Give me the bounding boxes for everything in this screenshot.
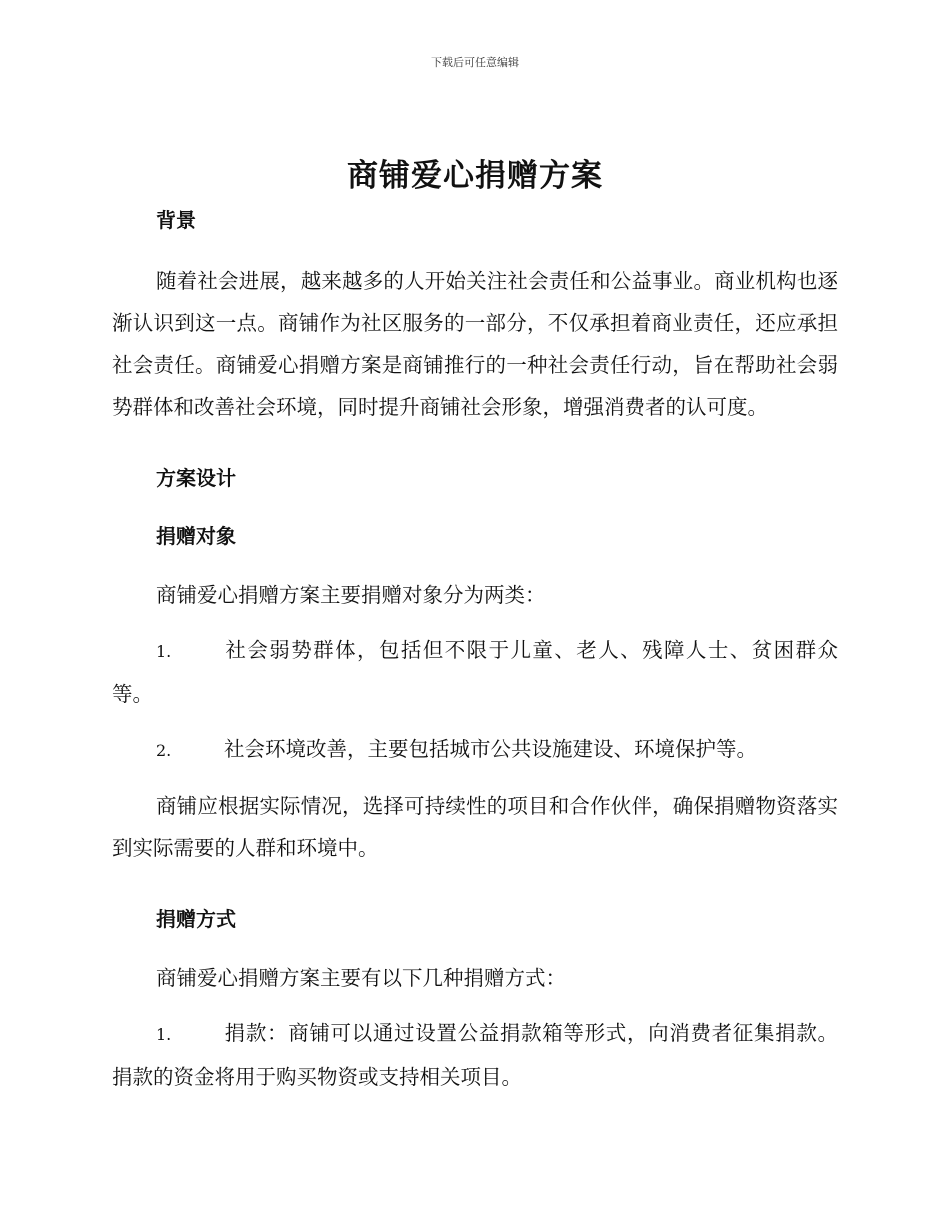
list-number: 1.	[156, 1025, 172, 1044]
design-heading: 方案设计	[156, 466, 236, 490]
targets-intro: 商铺爱心捐赠方案主要捐赠对象分为两类：	[156, 583, 546, 607]
targets-heading: 捐赠对象	[156, 524, 236, 548]
list-item-text: 捐款：商铺可以通过设置公益捐款箱等形式，向消费者征集捐款。捐款的资金将用于购买物资或支持相关项目。	[112, 1021, 838, 1089]
methods-intro: 商铺爱心捐赠方案主要有以下几种捐赠方式：	[156, 966, 566, 990]
methods-list-item-1	[112, 1012, 838, 1098]
list-number: 2.	[156, 741, 172, 760]
targets-note: 商铺应根据实际情况，选择可持续性的项目和合作伙伴，确保捐赠物资落实到实际需要的人群和环境中。	[112, 794, 838, 860]
background-heading: 背景	[156, 208, 196, 232]
targets-list-item-2	[112, 728, 838, 772]
list-number: 1.	[156, 642, 172, 661]
background-paragraph: 随着社会进展，越来越多的人开始关注社会责任和公益事业。商业机构也逐渐认识到这一点。商铺作为社区服务的一部分，不仅承担着商业责任，还应承担社会责任。商铺爱心捐赠方案是商铺推行的一种社会责任行动，旨在帮助社会弱势群体和改善社会环境，同时提升商铺社会形象，增强消费者的认可度。	[112, 269, 838, 419]
document-body	[112, 204, 838, 1098]
list-item-text: 社会环境改善，主要包括城市公共设施建设、环境保护等。	[224, 737, 757, 761]
methods-heading: 捐赠方式	[156, 907, 236, 931]
targets-list-item-1	[112, 629, 838, 715]
document-title: 商铺爱心捐赠方案	[347, 158, 603, 194]
list-item-text: 社会弱势群体，包括但不限于儿童、老人、残障人士、贫困群众等。	[112, 638, 838, 706]
page-header-note: 下载后可任意编辑	[431, 56, 519, 69]
